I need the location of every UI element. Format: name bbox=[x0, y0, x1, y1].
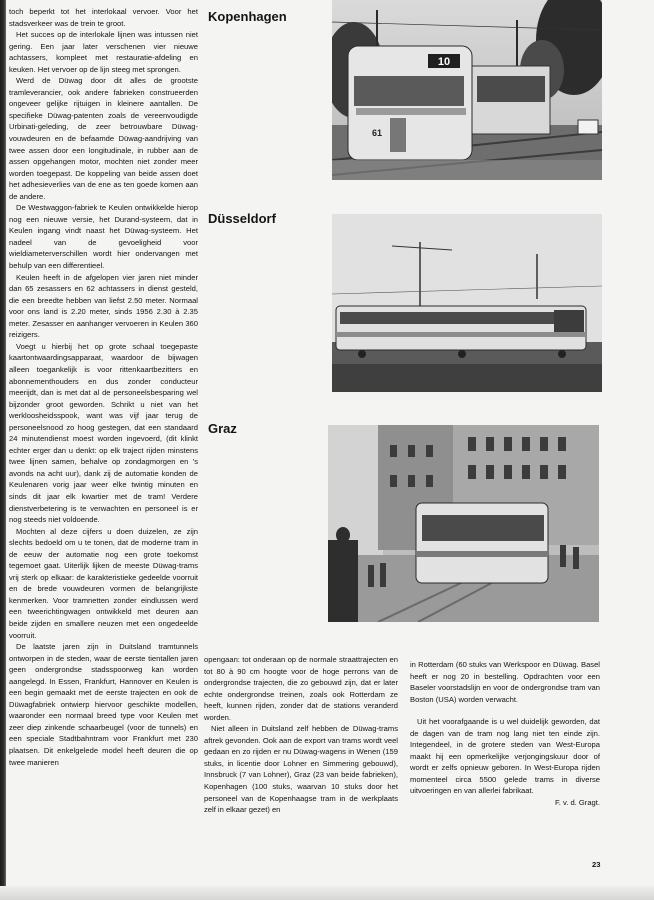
photo-kopenhagen-tram bbox=[332, 0, 602, 180]
paragraph: Mochten al deze cijfers u doen duizelen, ze zijn slechts bedoeld om u te tonen, dat de moderne tram in de eeuw der automatie nog een grote toekomst tegemoet gaat. Uiterlijk lijken de meeste Düwag-trams vrij sterk op elkaar: de karakteristieke gedeelde voorruit en de brede vouwdeuren vormen de belangrijkste kenmerken. Voor tramnetten zonder eindlussen werd een tweerichtingwagen ontwikkeld met deuren aan beide zijden en smallere neuzen met een ongedeelde voorruit. bbox=[9, 526, 198, 640]
paragraph: Voegt u hierbij het op grote schaal toegepaste kaartontwaardingsapparaat, waardoor de bijwagen alleen toegankelijk is voor rittenkaartbezitters en abonnementhouders en dus zonder conducteur meerijdt, dan is met dat al de personeelsbesparing wel bijzonder groot geworden. Schrikt u niet van het werkloosheidsspook, want was vijf jaar terug de personeelsnood zo hoog gestegen, dat een standaard 24 minutendienst moest worden ingevoerd, (dit klinkt echter erger dan u denkt: op elk traject rijden minstens twee lijnen samen, behalve op zondagmorgen en 's avonds na acht uur), dank zij de automatie konden de Keulenaren vorig jaar weer elke twintig minuten en sinds dit jaar elk kwartier met de tram! Verdere dienstverbetering is te verwachten en personeel is er nog steeds niet voldoende. bbox=[9, 341, 198, 525]
author-signature: F. v. d. Gragt. bbox=[554, 798, 600, 808]
photo-dusseldorf-tram bbox=[332, 214, 602, 392]
scan-binding-edge bbox=[0, 0, 6, 900]
tram-route-number: 10 bbox=[437, 56, 451, 68]
paragraph: Uit het voorafgaande is u wel duidelijk geworden, dat de dagen van de tram nog lang niet ten einde zijn. Integendeel, in de grotere steden van West-Europa maakt hij een opmerkelijke verjongingskuur door of wordt er zelfs opnieuw geboren. In West-Europa rijden momenteel circa 5500 gelede trams in diverse uitvoeringen en van allerlei fabrikaat. bbox=[410, 717, 600, 796]
photo-graz-tram bbox=[328, 425, 599, 622]
paragraph: in Rotterdam (60 stuks van Werkspoor en Düwag. Basel heeft er nog 20 in bestelling. Opdrachten voor een Baseler voorstadslijn en voor de ondergrondse tram van Boston (USA) worden verwacht. bbox=[410, 660, 600, 704]
text-column-left bbox=[9, 6, 198, 768]
city-caption-graz: Graz bbox=[208, 421, 237, 436]
paragraph: Werd de Düwag door dit alles de grootste tramleverancier, ook andere fabrieken construeerden ongeveer gelijke rijtuigen in kleinere aantallen. De specifieke Düwag-patenten zoals de vereenvoudigde Urbinati-geleding, de zeer betrouwbare Düwag-vouwdeuren en de befaamde Düwag-aandrijving van twee assen door een longitudinale, in rubber aan de assen opgehangen motor, mochten niet zonder meer worden toegepast. De koppeling van beide assen doet het adhesieverlies van de ene as ten goede komen aan de andere. bbox=[9, 76, 198, 201]
paragraph: De laatste jaren zijn in Duitsland tramtunnels ontworpen in de steden, waar de eerste tientallen jaren geen ondergrondse stadsspoorweg kan worden aangelegd. In Essen, Frankfurt, Hannover en Keulen is een begin gemaakt met de eerste trajecten en ook de Düwagfabriek ontwierp hiervoor geschikte modellen, waaronder een normaal breed type voor Keulen met zeer diep zinkende schaarbeugel (voor de tunnels) en een speciale Stadtbahntram voor Frankfurt met 230 plaatsen. Dit enkelgelede model heeft deuren die op twee manieren bbox=[9, 642, 198, 767]
paragraph: Keulen heeft in de afgelopen vier jaren niet minder dan 65 zesassers en 62 achtassers in dienst gesteld, die een breedte hebben van liefst 2.50 meter. Normaal voor ons land is 2.20 meter, sinds 1956 2.30 à 2.35 meter. Zesasser en aanhanger vervoeren in Keulen 360 reizigers. bbox=[9, 272, 198, 340]
paragraph: toch beperkt tot het interlokaal vervoer. Voor het stadsverkeer was de trein te groot. bbox=[9, 7, 198, 28]
city-caption-kopenhagen: Kopenhagen bbox=[208, 9, 287, 24]
scan-bottom-edge bbox=[0, 886, 654, 900]
text-column-right bbox=[410, 659, 600, 809]
page-number: 23 bbox=[592, 860, 601, 869]
paragraph: Het succes op de interlokale lijnen was intussen niet gering. Een jaar later verschenen vier nieuwe achtassers, kompleet met restauratie-afdeling en keuken. Het vervoer op de lijn steeg met sprongen. bbox=[9, 30, 198, 74]
paragraph: De Westwaggon-fabriek te Keulen ontwikkelde hierop nog een nieuwe versie, het Durand-systeem, dat in Keulen ingang vindt naast het Düwag-systeem. Het nadeel van de gevoeligheid voor wieldiameterverschillen wordt hier ondervangen met behulp van een differentieel. bbox=[9, 203, 198, 271]
tram-route-number-small: 61 bbox=[372, 128, 383, 138]
text-column-middle bbox=[204, 654, 398, 816]
paragraph: opengaan: tot onderaan op de normale straattrajecten en tot 80 à 90 cm hoogte voor de hoge perrons van de ondergrondse trajecten, die zo gebouwd zijn, dat er later echte ondergrondse treinen, zoals ook Rotterdam ze heeft, kunnen rijden, zonder dat de stations veranderd worden. bbox=[204, 655, 398, 722]
paragraph: Niet alleen in Duitsland zelf hebben de Düwag-trams aftrek gevonden. Ook aan de export van trams wordt veel gedaan en zo rijden er nu Düwag-wagens in Wenen (159 stuks, in licentie door Lohner en Simmering gebouwd), Innsbruck (7 van Lohner), Graz (23 van beide fabrieken), Kopenhagen (100 stuks, waarvan 10 stuks door het personeel van de Kopenhaagse tram in de werkplaats zelf in elkaar gezet) en bbox=[204, 724, 398, 815]
city-caption-dusseldorf: Düsseldorf bbox=[208, 211, 276, 226]
